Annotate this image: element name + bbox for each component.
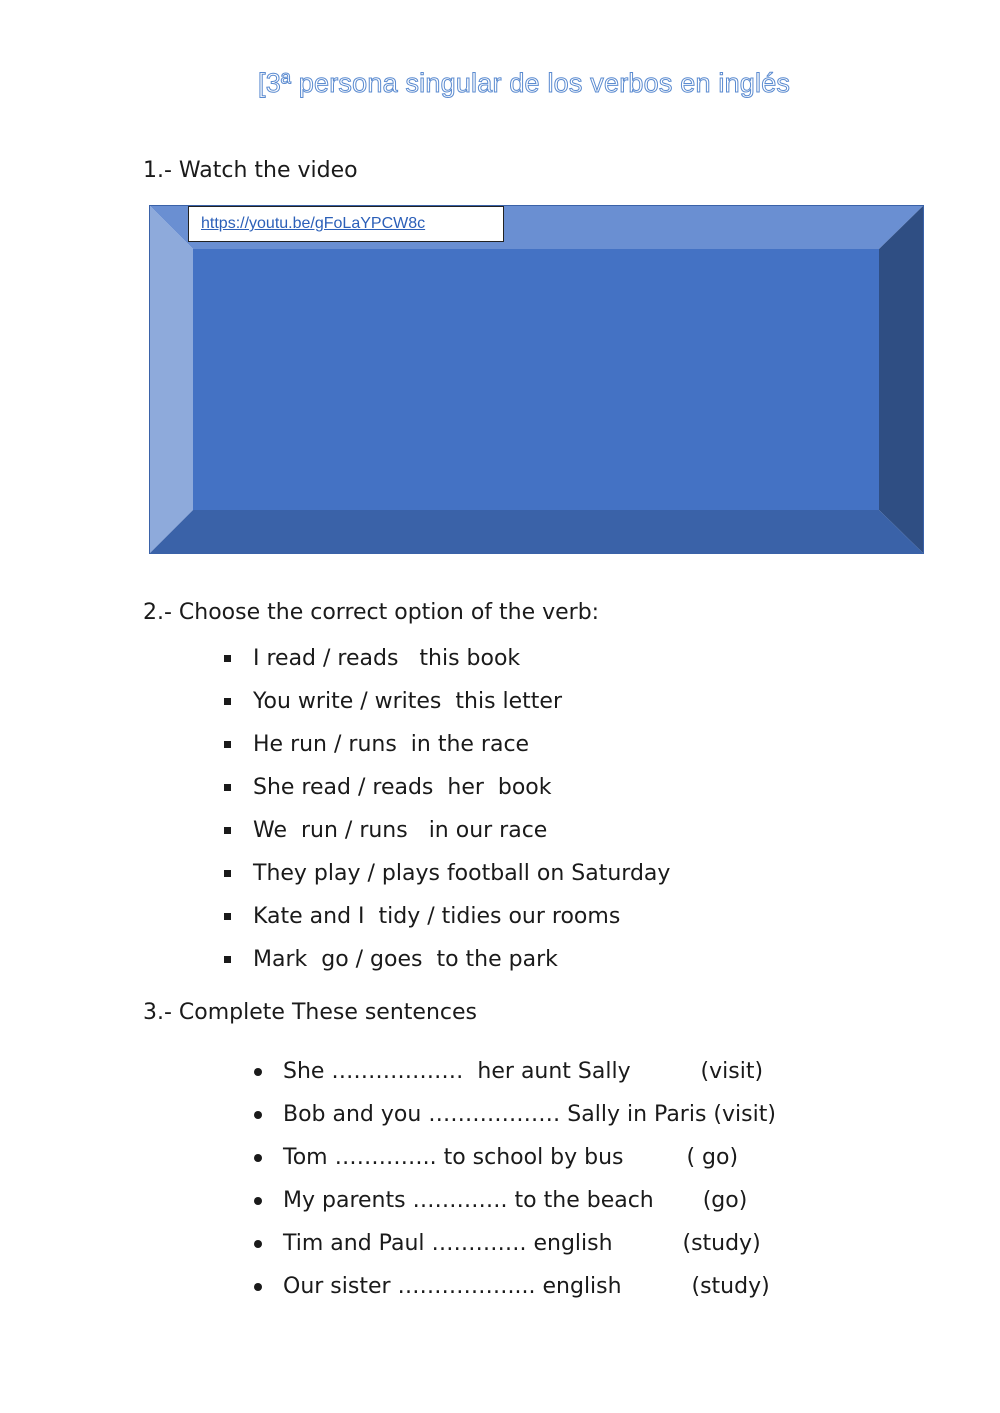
list-item: Tim and Paul …………. english (study) [252,1222,776,1265]
list-item: He run / runs in the race [222,723,670,766]
dot-bullet-icon [254,1283,262,1291]
worksheet-title: [3ª persona singular de los verbos en inglés [258,68,791,98]
list-item: Bob and you ……………… Sally in Paris (visit) [252,1093,776,1136]
section-2-heading: 2.- Choose the correct option of the verb: [143,600,600,625]
video-link[interactable]: https://youtu.be/gFoLaYPCW8c [201,215,426,232]
square-bullet-icon [224,827,231,834]
list-item: You write / writes this letter [222,680,670,723]
verb-choice-list [222,637,670,981]
square-bullet-icon [224,956,231,963]
square-bullet-icon [224,870,231,877]
video-panel [149,205,924,554]
complete-sentences-list [252,1050,776,1308]
section-3-heading: 3.- Complete These sentences [143,1000,477,1025]
dot-bullet-icon [254,1240,262,1248]
list-item: My parents …………. to the beach (go) [252,1179,776,1222]
dot-bullet-icon [254,1197,262,1205]
square-bullet-icon [224,784,231,791]
dot-bullet-icon [254,1111,262,1119]
section-1-heading: 1.- Watch the video [143,158,358,183]
list-item: We run / runs in our race [222,809,670,852]
list-item: She read / reads her book [222,766,670,809]
list-item: Our sister …………….... english (study) [252,1265,776,1308]
list-item: I read / reads this book [222,637,670,680]
list-item: She ……………… her aunt Sally (visit) [252,1050,776,1093]
list-item: They play / plays football on Saturday [222,852,670,895]
square-bullet-icon [224,913,231,920]
square-bullet-icon [224,741,231,748]
list-item: Tom ………….. to school by bus ( go) [252,1136,776,1179]
video-link-box [188,206,504,242]
list-item: Mark go / goes to the park [222,938,670,981]
square-bullet-icon [224,655,231,662]
dot-bullet-icon [254,1154,262,1162]
dot-bullet-icon [254,1068,262,1076]
square-bullet-icon [224,698,231,705]
list-item: Kate and I tidy / tidies our rooms [222,895,670,938]
